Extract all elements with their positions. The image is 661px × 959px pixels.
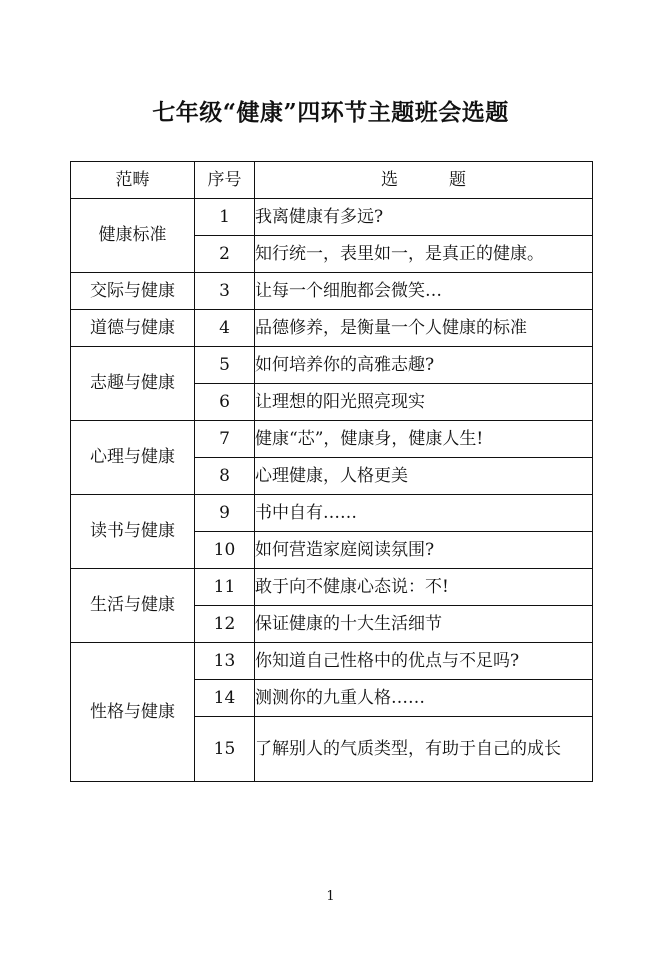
- header-topic: 选 题: [255, 162, 593, 199]
- category-cell: 生活与健康: [71, 569, 195, 643]
- topic-cell: 心理健康，人格更美: [255, 458, 593, 495]
- topic-cell: 健康“芯”，健康身，健康人生!: [255, 421, 593, 458]
- table-row: [71, 310, 593, 347]
- category-cell: 道德与健康: [71, 310, 195, 347]
- page-number: 1: [326, 889, 335, 904]
- number-cell: 1: [195, 199, 255, 236]
- header-category: 范畴: [71, 162, 195, 199]
- table-row: [71, 347, 593, 384]
- topic-cell: 让每一个细胞都会微笑…: [255, 273, 593, 310]
- topic-cell: 保证健康的十大生活细节: [255, 606, 593, 643]
- topic-cell: 让理想的阳光照亮现实: [255, 384, 593, 421]
- table-row: [71, 199, 593, 236]
- table-row: [71, 421, 593, 458]
- number-cell: 10: [195, 532, 255, 569]
- topic-cell: 书中自有……: [255, 495, 593, 532]
- number-cell: 12: [195, 606, 255, 643]
- table-row: [71, 495, 593, 532]
- number-cell: 2: [195, 236, 255, 273]
- number-cell: 6: [195, 384, 255, 421]
- topic-cell: 知行统一，表里如一，是真正的健康。: [255, 236, 593, 273]
- topic-cell: 敢于向不健康心态说：不!: [255, 569, 593, 606]
- number-cell: 4: [195, 310, 255, 347]
- category-cell: 健康标准: [71, 199, 195, 273]
- topic-cell: 如何营造家庭阅读氛围?: [255, 532, 593, 569]
- category-cell: 性格与健康: [71, 643, 195, 782]
- table-header-row: [71, 162, 593, 199]
- table-row: [71, 569, 593, 606]
- category-cell: 心理与健康: [71, 421, 195, 495]
- number-cell: 9: [195, 495, 255, 532]
- header-number: 序号: [195, 162, 255, 199]
- number-cell: 14: [195, 680, 255, 717]
- number-cell: 8: [195, 458, 255, 495]
- topic-cell: 如何培养你的高雅志趣?: [255, 347, 593, 384]
- table-row: [71, 273, 593, 310]
- number-cell: 7: [195, 421, 255, 458]
- category-cell: 读书与健康: [71, 495, 195, 569]
- document-title: 七年级“健康”四环节主题班会选题: [152, 99, 509, 126]
- topic-cell: 品德修养，是衡量一个人健康的标准: [255, 310, 593, 347]
- topics-table: [70, 161, 593, 782]
- number-cell: 5: [195, 347, 255, 384]
- number-cell: 3: [195, 273, 255, 310]
- topic-cell: 我离健康有多远?: [255, 199, 593, 236]
- topic-cell: 了解别人的气质类型，有助于自己的成长: [255, 717, 593, 782]
- number-cell: 13: [195, 643, 255, 680]
- category-cell: 志趣与健康: [71, 347, 195, 421]
- table-row: [71, 643, 593, 680]
- topic-cell: 测测你的九重人格……: [255, 680, 593, 717]
- number-cell: 15: [195, 717, 255, 782]
- category-cell: 交际与健康: [71, 273, 195, 310]
- number-cell: 11: [195, 569, 255, 606]
- topic-cell: 你知道自己性格中的优点与不足吗?: [255, 643, 593, 680]
